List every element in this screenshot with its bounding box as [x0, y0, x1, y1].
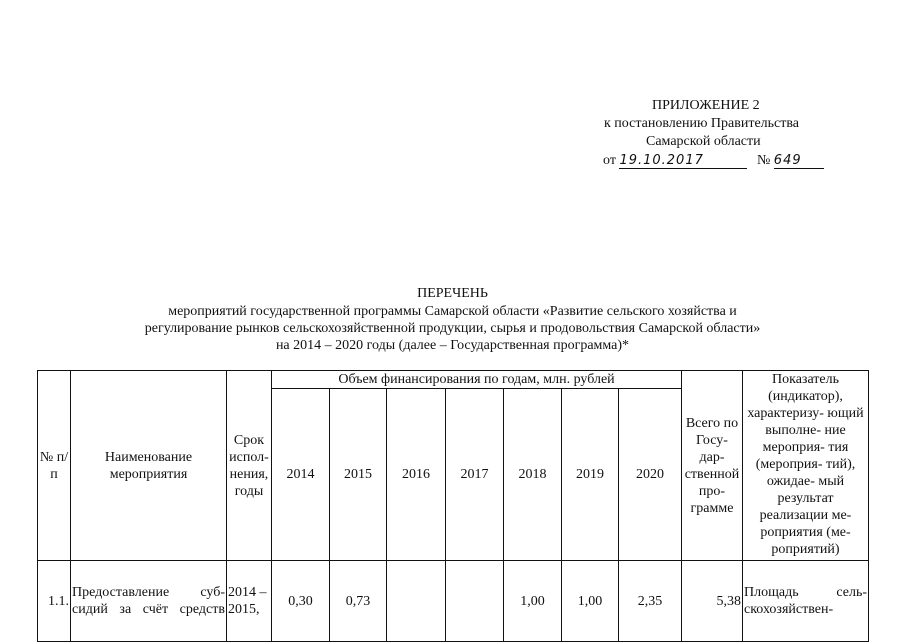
date-prefix: от — [603, 153, 616, 168]
header-year: 2018 — [504, 389, 562, 561]
number-field — [774, 153, 824, 169]
row-term-line-2: 2015, — [228, 602, 260, 617]
measures-table — [37, 370, 869, 642]
header-indicator: Показатель (индикатор), характеризу- ющий выполне- ние мероприя- тия (мероприя- тий), ожидае- мый результат реализации ме- роприятия (ме- роприятий) — [743, 371, 869, 561]
header-year: 2019 — [562, 389, 619, 561]
date-value: 19.10.2017 — [619, 153, 704, 168]
row-value: 1,00 — [504, 561, 562, 642]
header-year: 2017 — [446, 389, 504, 561]
header-num: № п/п — [38, 371, 71, 561]
row-value: 0,30 — [272, 561, 330, 642]
row-value: 1,00 — [562, 561, 619, 642]
row-indicator — [743, 561, 869, 642]
row-name-line-1: Предоставление суб- — [72, 585, 225, 600]
annex-line-1: к постановлению Правительства — [604, 116, 800, 131]
annex-date-row — [603, 152, 824, 170]
row-indicator-line-2: скохозяйствен- — [744, 602, 834, 617]
row-name-line-2: сидий за счёт средств — [72, 602, 225, 617]
row-value: 2,35 — [619, 561, 682, 642]
row-term-line-1: 2014 – — [228, 585, 267, 600]
header-name: Наименование мероприятия — [71, 371, 227, 561]
row-term — [227, 561, 272, 642]
header-year: 2014 — [272, 389, 330, 561]
annex-title: ПРИЛОЖЕНИЕ 2 — [652, 98, 760, 113]
header-financing: Объем финансирования по годам, млн. рублей — [272, 371, 682, 389]
number-value: 649 — [773, 153, 802, 168]
heading-line-3: на 2014 – 2020 годы (далее – Государственная программа)* — [275, 338, 630, 353]
row-num: 1.1. — [38, 561, 71, 642]
row-value — [387, 561, 446, 642]
row-total: 5,38 — [682, 561, 743, 642]
header-year: 2020 — [619, 389, 682, 561]
row-value: 0,73 — [330, 561, 387, 642]
heading-line-1: мероприятий государственной программы Самарской области «Развитие сельского хозяйства и — [168, 304, 737, 319]
number-prefix: № — [756, 153, 771, 168]
header-year: 2016 — [387, 389, 446, 561]
row-value — [446, 561, 504, 642]
header-year: 2015 — [330, 389, 387, 561]
annex-line-2: Самарской области — [646, 134, 761, 149]
row-name — [71, 561, 227, 642]
table-row — [38, 561, 869, 642]
date-field — [619, 153, 747, 169]
header-term: Срок испол- нения, годы — [227, 371, 272, 561]
row-indicator-line-1: Площадь сель- — [744, 585, 867, 600]
heading-line-2: регулирование рынков сельскохозяйственной продукции, сырья и продовольствия Самарской области» — [144, 321, 761, 336]
heading-title: ПЕРЕЧЕНЬ — [417, 286, 488, 301]
header-total: Всего по Госу- дар- ственной про- грамме — [682, 371, 743, 561]
